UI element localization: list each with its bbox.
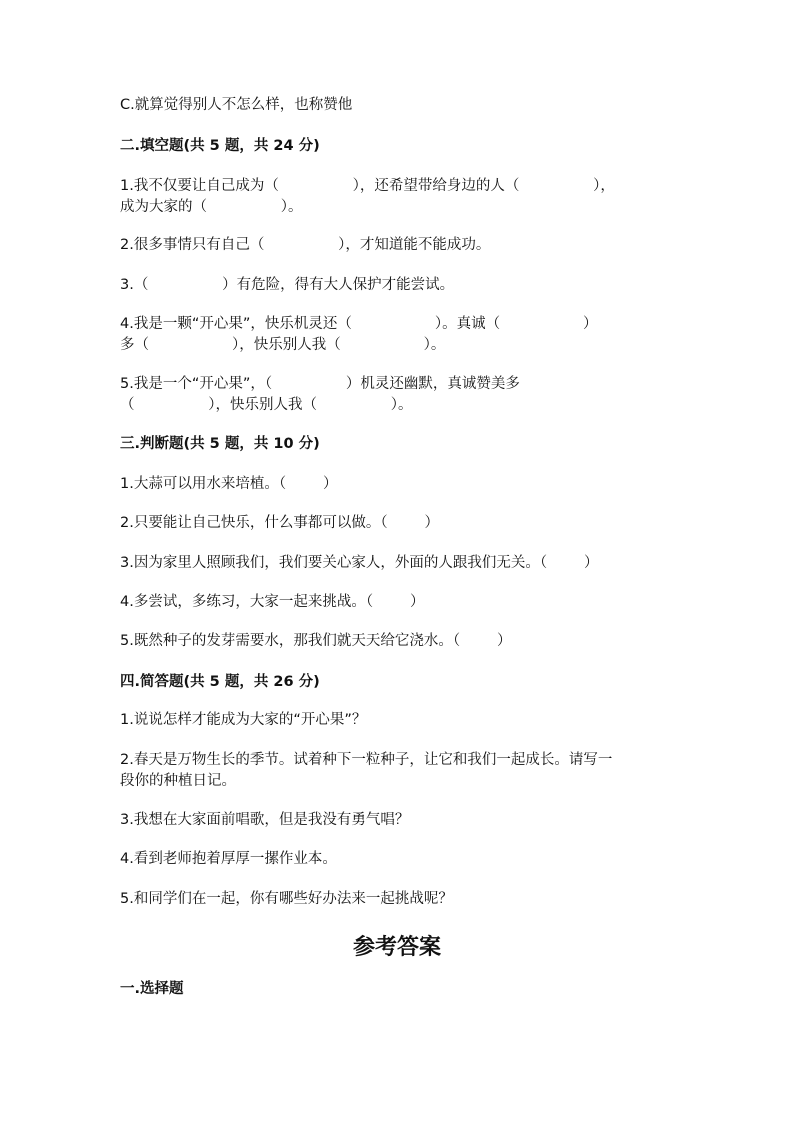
fill-q1-line2: 成为大家的（ ）。 [120,199,303,215]
fill-q2: 2.很多事情只有自己（ ），才知道能不能成功。 [120,237,491,253]
judge-q3: 3.因为家里人照顾我们，我们要关心家人，外面的人跟我们无关。（ ） [120,555,599,571]
short-q3: 3.我想在大家面前唱歌，但是我没有勇气唱？ [120,812,410,828]
answer-section-choice: 一.选择题 [120,981,184,997]
short-q2-line2: 段你的种植日记。 [120,773,236,789]
answer-title: 参考答案 [352,934,441,960]
fill-q5-line1: 5.我是一个“开心果”，（ ）机灵还幽默，真诚赞美多 [120,376,520,392]
judge-q4: 4.多尝试，多练习，大家一起来挑战。（ ） [120,594,425,610]
short-q4: 4.看到老师抱着厚厚一摞作业本。 [120,851,337,867]
fill-section-heading: 二.填空题(共 5 题，共 24 分) [120,138,320,154]
judge-section-heading: 三.判断题(共 5 题，共 10 分) [120,436,320,452]
fill-q1-line1: 1.我不仅要让自己成为（ ），还希望带给身边的人（ ）， [120,178,615,194]
fill-q4-line1: 4.我是一颗“开心果”，快乐机灵还（ ）。真诚（ ） [120,316,598,332]
short-section-heading: 四.简答题(共 5 题，共 26 分) [120,674,320,690]
judge-q5: 5.既然种子的发芽需要水，那我们就天天给它浇水。（ ） [120,633,512,649]
judge-q2: 2.只要能让自己快乐，什么事都可以做。（ ） [120,515,439,531]
short-q5: 5.和同学们在一起，你有哪些好办法来一起挑战呢？ [120,891,453,907]
fill-q4-line2: 多（ ），快乐别人我（ ）。 [120,337,446,353]
previous-option-c: C.就算觉得别人不怎么样，也称赞他 [120,97,353,113]
judge-q1: 1.大蒜可以用水来培植。（ ） [120,476,338,492]
short-q1: 1.说说怎样才能成为大家的“开心果”？ [120,712,367,728]
short-q2-line1: 2.春天是万物生长的季节。试着种下一粒种子，让它和我们一起成长。请写一 [120,752,613,768]
fill-q3: 3.（ ）有危险，得有大人保护才能尝试。 [120,277,455,293]
fill-q5-line2: （ ），快乐别人我（ ）。 [120,397,413,413]
